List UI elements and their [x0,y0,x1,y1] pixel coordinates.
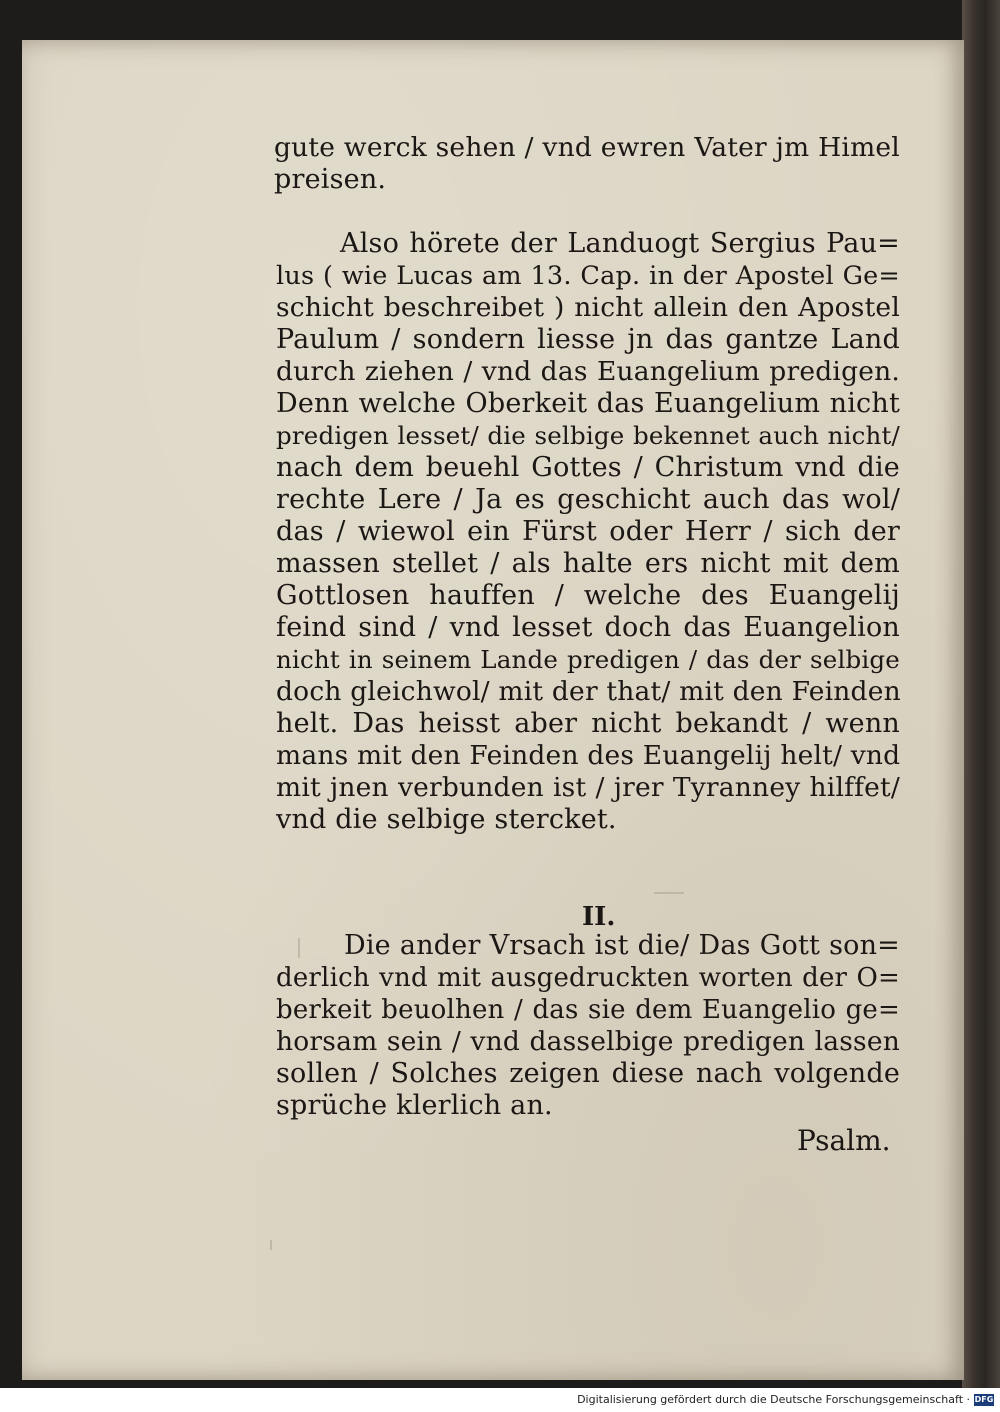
text-line: Gottlosen hauffen / welche des Euangelij [276,580,900,611]
text-line: derlich vnd mit ausgedruckten worten der O= [276,963,900,993]
text-line: rechte Lere / Ja es geschicht auch das wol/ [276,484,900,515]
text-line: gute werck sehen / vnd ewren Vater jm Himel [274,132,900,163]
text-line: predigen lesset/ die selbige bekennet auch nicht/ [276,421,900,450]
text-line: durch ziehen / vnd das Euangelium predigen. [276,356,900,387]
text-line: Also hörete der Landuogt Sergius Pau= [340,228,900,259]
text-line: nach dem beuehl Gottes / Christum vnd die [276,452,900,483]
book-page [22,40,964,1380]
text-line: vnd die selbige stercket. [276,804,617,835]
text-line: Denn welche Oberkeit das Euangelium nicht [276,388,900,419]
text-line: schicht beschreibet ) nicht allein den Apostel [276,292,900,323]
paper-mark [654,892,684,894]
text-line: helt. Das heisst aber nicht bekandt / wenn [276,708,900,739]
dfg-logo: DFG [974,1395,994,1404]
text-line: sollen / Solches zeigen diese nach volgende [276,1058,900,1089]
text-line: berkeit beuolhen / das sie dem Euangelio ge= [276,995,900,1025]
text-line: Die ander Vrsach ist die/ Das Gott son= [344,930,900,961]
section-heading: II. [582,902,616,932]
catchword: Psalm. [797,1124,891,1157]
book-edge [962,0,1000,1388]
text-line: lus ( wie Lucas am 13. Cap. in der Apostel Ge= [276,261,900,291]
text-line: Paulum / sondern liesse jn das gantze Land [276,324,900,355]
text-line: preisen. [274,164,387,195]
text-line: massen stellet / als halte ers nicht mit dem [276,548,900,579]
text-line: feind sind / vnd lesset doch das Euangelion [276,612,900,643]
text-line: mit jnen verbunden ist / jrer Tyranney hilffet/ [276,772,900,803]
text-line: das / wiewol ein Fürst oder Herr / sich der [276,516,900,547]
text-line: nicht in seinem Lande predigen / das der selbige [276,645,900,674]
text-line: sprüche klerlich an. [276,1090,553,1121]
text-line: doch gleichwol/ mit der that/ mit den Feinden [276,676,901,707]
paper-mark [270,1240,272,1250]
funding-note: Digitalisierung gefördert durch die Deutsche Forschungsgemeinschaft · [577,1393,970,1406]
paper-mark [298,938,300,958]
text-line: horsam sein / vnd dasselbige predigen lassen [276,1026,900,1057]
text-line: mans mit den Feinden des Euangelij helt/ vnd [276,740,901,771]
